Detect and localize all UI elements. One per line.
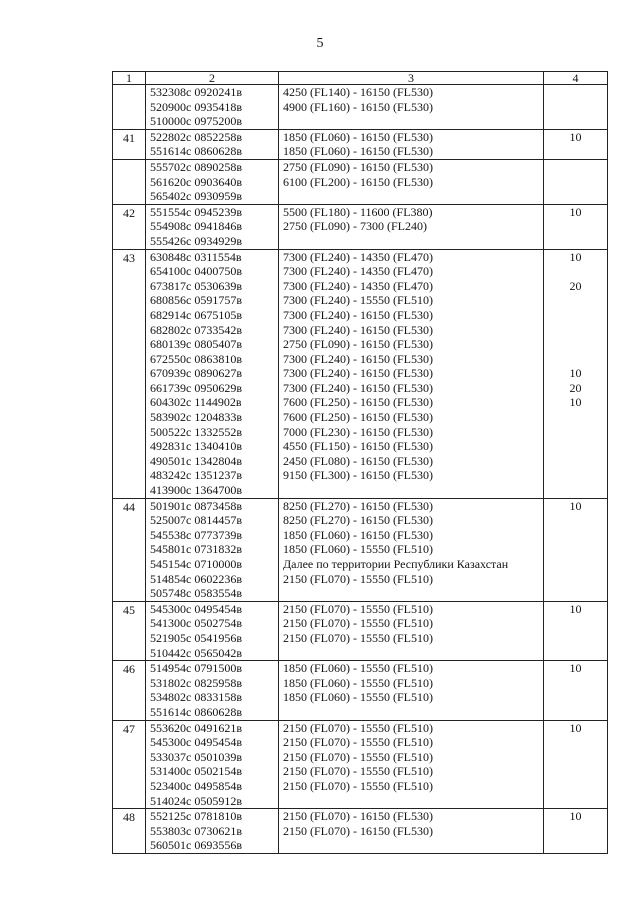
coordinates-cell xyxy=(146,129,279,159)
coordinate-point: 520900с 0935418в xyxy=(150,99,242,114)
altitude-range: 7600 (FL250) - 16150 (FL530) xyxy=(283,395,433,410)
separation-cell xyxy=(544,601,608,660)
altitude-range: 4900 (FL160) - 16150 (FL530) xyxy=(283,99,433,114)
separation-cell xyxy=(544,720,608,809)
altitude-range: 2150 (FL070) - 15550 (FL510) xyxy=(283,764,433,779)
coordinate-point: 560501с 0693556в xyxy=(150,838,242,853)
table-row xyxy=(113,85,608,130)
separation-value: 10 xyxy=(569,601,582,616)
altitude-range: 8250 (FL270) - 16150 (FL530) xyxy=(283,498,433,513)
route-number: 44 xyxy=(113,498,146,601)
altitude-cell xyxy=(279,809,544,854)
coordinate-point: 604302с 1144902в xyxy=(150,395,242,410)
coordinate-point: 661739с 0950629в xyxy=(150,380,242,395)
separation-value: 10 xyxy=(569,498,582,513)
route-number: 46 xyxy=(113,661,146,720)
route-number: 42 xyxy=(113,204,146,249)
altitude-range: 1850 (FL060) - 15550 (FL510) xyxy=(283,690,433,705)
coordinate-point: 533037с 0501039в xyxy=(150,749,242,764)
coordinate-point: 680856с 0591757в xyxy=(150,293,242,308)
altitude-cell xyxy=(279,498,544,601)
separation-cell xyxy=(544,809,608,854)
altitude-range: 7300 (FL240) - 14350 (FL470) xyxy=(283,264,433,279)
altitude-cell xyxy=(279,601,544,660)
airway-table xyxy=(112,71,608,854)
coordinates-cell xyxy=(146,661,279,720)
altitude-range: 1850 (FL060) - 15550 (FL510) xyxy=(283,661,433,676)
separation-value: 10 xyxy=(569,809,582,824)
altitude-range: 7000 (FL230) - 16150 (FL530) xyxy=(283,424,433,439)
altitude-range: 2150 (FL070) - 15550 (FL510) xyxy=(283,601,433,616)
altitude-range: 1850 (FL060) - 16150 (FL530) xyxy=(283,144,433,159)
coordinate-point: 561620с 0903640в xyxy=(150,174,242,189)
coordinate-point: 551614с 0860628в xyxy=(150,144,242,159)
altitude-range: 7300 (FL240) - 14350 (FL470) xyxy=(283,278,433,293)
altitude-range: 2150 (FL070) - 15550 (FL510) xyxy=(283,571,433,586)
altitude-range: 7300 (FL240) - 16150 (FL530) xyxy=(283,351,433,366)
coordinate-point: 672550с 0863810в xyxy=(150,351,242,366)
coordinate-point: 680139с 0805407в xyxy=(150,337,242,352)
coordinate-point: 551554с 0945239в xyxy=(150,204,242,219)
altitude-cell xyxy=(279,204,544,249)
page-number: 5 xyxy=(316,36,324,51)
separation-cell xyxy=(544,85,608,130)
route-number: 47 xyxy=(113,720,146,809)
table-row xyxy=(113,809,608,854)
separation-value: 20 xyxy=(569,380,582,395)
coordinate-point: 490501с 1342804в xyxy=(150,453,242,468)
coordinate-point: 682802с 0733542в xyxy=(150,322,242,337)
coordinate-point: 553803с 0730621в xyxy=(150,823,242,838)
altitude-range: 2750 (FL090) - 16150 (FL530) xyxy=(283,159,433,174)
coordinate-point: 501901с 0873458в xyxy=(150,498,242,513)
separation-value xyxy=(544,337,607,352)
altitude-range: 4250 (FL140) - 16150 (FL530) xyxy=(283,85,433,99)
coordinate-point: 532308с 0920241в xyxy=(150,85,242,99)
route-number: 45 xyxy=(113,601,146,660)
header-col-3: 3 xyxy=(279,72,544,85)
altitude-cell xyxy=(279,159,544,204)
coordinates-cell xyxy=(146,159,279,204)
separation-cell xyxy=(544,159,608,204)
altitude-range: 1850 (FL060) - 16150 (FL530) xyxy=(283,129,433,144)
coordinate-point: 541300с 0502754в xyxy=(150,616,242,631)
altitude-range: 1850 (FL060) - 15550 (FL510) xyxy=(283,542,433,557)
coordinate-point: 545801с 0731832в xyxy=(150,542,242,557)
altitude-range: 2150 (FL070) - 15550 (FL510) xyxy=(283,720,433,735)
coordinate-point: 531400с 0502154в xyxy=(150,764,242,779)
separation-value xyxy=(544,264,607,279)
header-col-1: 1 xyxy=(113,72,146,85)
table-row xyxy=(113,249,608,498)
route-number: 43 xyxy=(113,249,146,498)
coordinate-point: 565402с 0930959в xyxy=(150,189,242,204)
coordinate-point: 545154с 0710000в xyxy=(150,557,242,571)
coordinate-point: 522802с 0852258в xyxy=(150,129,242,144)
coordinate-point: 545538с 0773739в xyxy=(150,527,242,542)
separation-cell xyxy=(544,129,608,159)
coordinate-point: 673817с 0530639в xyxy=(150,278,242,293)
altitude-range: 7300 (FL240) - 16150 (FL530) xyxy=(283,307,433,322)
coordinate-point: 555426с 0934929в xyxy=(150,233,242,248)
coordinates-cell xyxy=(146,249,279,498)
altitude-range: 2150 (FL070) - 15550 (FL510) xyxy=(283,616,433,631)
coordinate-point: 654100с 0400750в xyxy=(150,264,242,279)
altitude-range: 2450 (FL080) - 16150 (FL530) xyxy=(283,453,433,468)
altitude-cell xyxy=(279,85,544,130)
route-number: 48 xyxy=(113,809,146,854)
header-col-2: 2 xyxy=(146,72,279,85)
altitude-range: 7300 (FL240) - 14350 (FL470) xyxy=(283,249,433,264)
coordinate-point: 545300с 0495454в xyxy=(150,735,242,750)
altitude-range: 2150 (FL070) - 15550 (FL510) xyxy=(283,630,433,645)
coordinate-point: 505748с 0583554в xyxy=(150,586,242,601)
coordinate-point: 500522с 1332552в xyxy=(150,424,242,439)
table-row xyxy=(113,498,608,601)
altitude-range: 2150 (FL070) - 15550 (FL510) xyxy=(283,749,433,764)
coordinate-point: 583902с 1204833в xyxy=(150,410,242,425)
coordinate-point: 552125с 0781810в xyxy=(150,809,242,824)
altitude-range: 7300 (FL240) - 15550 (FL510) xyxy=(283,293,433,308)
table-row xyxy=(113,661,608,720)
separation-value: 20 xyxy=(569,278,582,293)
separation-value: 10 xyxy=(569,661,582,676)
separation-value xyxy=(544,352,607,367)
coordinate-point: 682914с 0675105в xyxy=(150,307,242,322)
altitude-range: 5500 (FL180) - 11600 (FL380) xyxy=(283,204,433,219)
separation-value xyxy=(544,85,607,100)
altitude-range: 9150 (FL300) - 16150 (FL530) xyxy=(283,468,433,483)
altitude-range: Далее по территории Республики Казахстан xyxy=(283,557,509,571)
altitude-cell xyxy=(279,720,544,809)
coordinate-point: 521905с 0541956в xyxy=(150,630,242,645)
separation-value: 10 xyxy=(569,204,582,219)
altitude-range: 7600 (FL250) - 16150 (FL530) xyxy=(283,410,433,425)
separation-cell xyxy=(544,204,608,249)
coordinate-point: 551614с 0860628в xyxy=(150,704,242,719)
coordinate-point: 531802с 0825958в xyxy=(150,675,242,690)
separation-value xyxy=(544,293,607,308)
table-row xyxy=(113,159,608,204)
altitude-range: 6100 (FL200) - 16150 (FL530) xyxy=(283,174,433,189)
altitude-range: 7300 (FL240) - 16150 (FL530) xyxy=(283,366,433,381)
coordinate-point: 510442с 0565042в xyxy=(150,645,242,660)
coordinate-point: 525007с 0814457в xyxy=(150,513,242,528)
altitude-range: 8250 (FL270) - 16150 (FL530) xyxy=(283,513,433,528)
altitude-range: 7300 (FL240) - 16150 (FL530) xyxy=(283,380,433,395)
altitude-range: 1850 (FL060) - 15550 (FL510) xyxy=(283,675,433,690)
coordinates-cell xyxy=(146,85,279,130)
altitude-range: 2150 (FL070) - 16150 (FL530) xyxy=(283,809,433,824)
route-number xyxy=(113,85,146,130)
coordinate-point: 523400с 0495854в xyxy=(150,778,242,793)
altitude-range: 2150 (FL070) - 15550 (FL510) xyxy=(283,778,433,793)
separation-cell xyxy=(544,661,608,720)
separation-cell xyxy=(544,498,608,601)
altitude-range: 4550 (FL150) - 16150 (FL530) xyxy=(283,439,433,454)
header-col-4: 4 xyxy=(544,72,608,85)
separation-value xyxy=(544,160,607,175)
separation-value: 10 xyxy=(569,249,582,264)
table-row xyxy=(113,720,608,809)
coordinate-point: 413900с 1364700в xyxy=(150,483,242,498)
coordinate-point: 555702с 0890258в xyxy=(150,159,242,174)
altitude-cell xyxy=(279,661,544,720)
altitude-cell xyxy=(279,249,544,498)
coordinates-cell xyxy=(146,809,279,854)
separation-value: 10 xyxy=(569,129,582,144)
coordinate-point: 545300с 0495454в xyxy=(150,601,242,616)
route-number: 41 xyxy=(113,129,146,159)
separation-cell xyxy=(544,249,608,498)
altitude-range: 2150 (FL070) - 16150 (FL530) xyxy=(283,823,433,838)
separation-value: 10 xyxy=(569,720,582,735)
route-number xyxy=(113,159,146,204)
separation-value: 10 xyxy=(569,366,582,381)
coordinate-point: 554908с 0941846в xyxy=(150,219,242,234)
coordinates-cell xyxy=(146,720,279,809)
table-header-row xyxy=(113,72,608,85)
coordinates-cell xyxy=(146,498,279,601)
separation-value: 10 xyxy=(569,395,582,410)
coordinate-point: 514954с 0791500в xyxy=(150,661,242,676)
separation-value xyxy=(544,308,607,323)
coordinates-cell xyxy=(146,601,279,660)
coordinate-point: 510000с 0975200в xyxy=(150,114,242,129)
coordinate-point: 514854с 0602236в xyxy=(150,571,242,586)
table-row xyxy=(113,129,608,159)
altitude-range: 7300 (FL240) - 16150 (FL530) xyxy=(283,322,433,337)
coordinate-point: 553620с 0491621в xyxy=(150,720,242,735)
coordinate-point: 514024с 0505912в xyxy=(150,793,242,808)
altitude-range: 1850 (FL060) - 16150 (FL530) xyxy=(283,527,433,542)
coordinate-point: 630848с 0311554в xyxy=(150,249,242,264)
coordinate-point: 483242с 1351237в xyxy=(150,468,242,483)
separation-value xyxy=(544,323,607,338)
coordinate-point: 492831с 1340410в xyxy=(150,439,242,454)
table-row xyxy=(113,204,608,249)
table-row xyxy=(113,601,608,660)
altitude-range: 2150 (FL070) - 15550 (FL510) xyxy=(283,735,433,750)
altitude-range: 2750 (FL090) - 16150 (FL530) xyxy=(283,337,433,352)
coordinate-point: 670939с 0890627в xyxy=(150,366,242,381)
altitude-cell xyxy=(279,129,544,159)
coordinates-cell xyxy=(146,204,279,249)
altitude-range: 2750 (FL090) - 7300 (FL240) xyxy=(283,219,427,234)
coordinate-point: 534802с 0833158в xyxy=(150,690,242,705)
